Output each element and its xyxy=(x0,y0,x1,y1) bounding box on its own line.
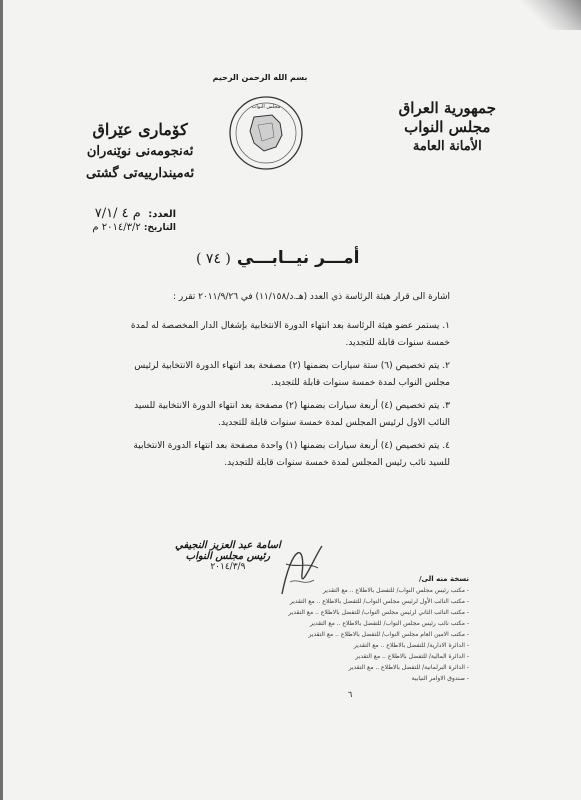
copy-recipient: - مكتب النائب الثاني لرئيس مجلس النواب/ للتفضل بالاطلاع .. مع التقدير xyxy=(254,607,469,618)
copy-recipient: - الدائرة الادارية/ للتفضل بالاطلاع .. مع التقدير xyxy=(254,640,469,651)
date-label: التاريخ: xyxy=(143,223,176,233)
arabic-letterhead xyxy=(399,99,496,156)
copy-recipient: - مكتب نائب رئيس مجلس النواب/ للتفضل بالاطلاع .. مع التقدير xyxy=(254,618,469,629)
copy-recipient: - مكتب النائب الأول لرئيس مجلس النواب/ للتفضل بالاطلاع .. مع التقدير xyxy=(254,596,469,607)
arabic-header-line-1: جمهورية العراق xyxy=(398,99,496,117)
scan-corner-shadow xyxy=(521,0,581,30)
number-value: م ٤ /٧/١ xyxy=(94,206,141,221)
parliament-seal-icon xyxy=(228,95,304,171)
date-value: ٢٠١٤/٣/٢ م xyxy=(92,222,141,233)
copies-heading: نسخة منه الى/ xyxy=(418,575,469,583)
signatory-name: اسامة عبد العزيز النجيفي xyxy=(175,540,281,551)
order-title xyxy=(196,248,359,268)
page-number: ٦ xyxy=(348,690,353,699)
seal-lettering: مجلس النواب xyxy=(251,104,281,110)
reference-date xyxy=(92,222,176,233)
kurdish-header-line-2: ئەنجومەنی نوێنەران xyxy=(86,144,194,159)
signature-date: ٢٠١٤/٣/٩ xyxy=(210,562,246,572)
kurdish-header-line-1: كۆماری عێراق xyxy=(92,120,188,139)
signatory-title: رئيس مجلس النواب xyxy=(185,551,271,562)
intro-paragraph: اشارة الى قرار هيئة الرئاسة ذي العدد (هـ.د/١١/١٥٨) في ٢٠١١/٩/٢٦ تقرر : xyxy=(173,292,450,302)
kurdish-header-line-3: ئەمیندارییەتی گشتی xyxy=(86,166,195,181)
copy-recipient: - مكتب رئيس مجلس النواب/ للتفضل بالاطلاع .. مع التقدير xyxy=(254,585,469,596)
order-title-text: أمـــر نيــابـــي xyxy=(236,248,360,268)
order-item: ٤. يتم تخصيص (٤) أربعة سيارات بضمنها (١) واحدة مصفحة بعد انتهاء الدورة الانتخابية للسيد نائب رئيس المجلس لمدة خمسة سنوات قابلة للتجديد. xyxy=(133,441,450,468)
order-item: ٢. يتم تخصيص (٦) ستة سيارات بضمنها (٢) مصفحة بعد انتهاء الدورة الانتخابية لرئيس مجلس النواب لمدة خمسة سنوات قابلة للتجديد. xyxy=(134,361,450,388)
reference-number xyxy=(95,206,176,221)
copy-recipient: - صندوق الاوامر النيابية xyxy=(254,673,469,684)
number-label: العدد: xyxy=(148,209,176,220)
scan-edge xyxy=(0,0,3,800)
signature-block xyxy=(175,540,281,572)
arabic-header-line-3: الأمانة العامة xyxy=(412,139,482,154)
order-item: ١. يستمر عضو هيئة الرئاسة بعد انتهاء الدورة الانتخابية بإشغال الدار المخصصة له لمدة خمسة سنوات قابلة للتجديد. xyxy=(130,321,450,348)
copy-recipient: - الدائرة البرلمانية/ للتفضل بالاطلاع .. مع التقدير xyxy=(254,662,469,673)
kurdish-letterhead xyxy=(86,119,194,185)
copy-recipient: - مكتب الامين العام مجلس النواب/ للتفضل بالاطلاع .. مع التقدير xyxy=(254,629,469,640)
copies-to xyxy=(254,575,469,684)
order-items xyxy=(110,318,450,478)
basmala: بسم الله الرحمن الرحيم xyxy=(212,73,308,82)
order-item: ٣. يتم تخصيص (٤) أربعة سيارات بضمنها (٢) مصفحة بعد انتهاء الدورة الانتخابية للسيد النائب الاول لرئيس المجلس لمدة خمسة سنوات قابلة للتجديد. xyxy=(134,401,450,428)
copy-recipient: - الدائرة المالية/ للتفضل بالاطلاع .. مع التقدير xyxy=(254,651,469,662)
order-number: ( ٧٤ ) xyxy=(196,251,231,267)
arabic-header-line-2: مجلس النواب xyxy=(404,118,491,136)
